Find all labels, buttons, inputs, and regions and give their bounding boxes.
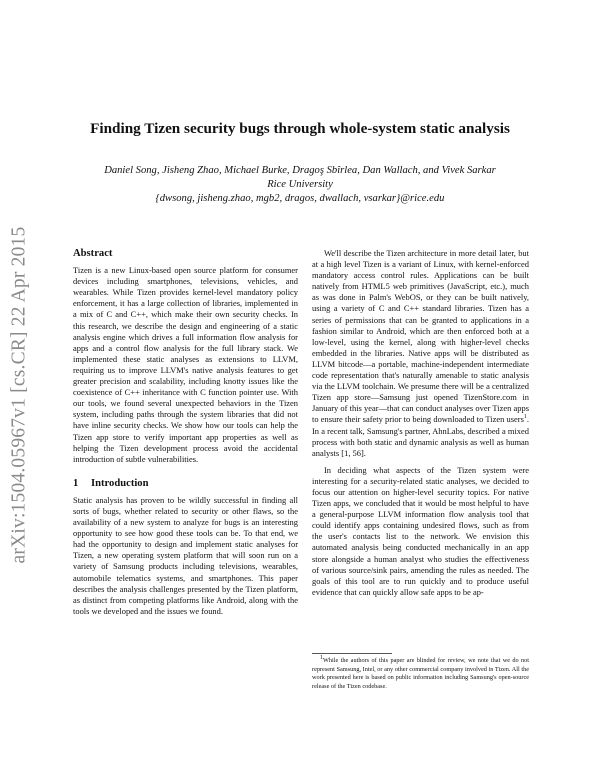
abstract-heading: Abstract bbox=[73, 248, 113, 259]
footnote bbox=[312, 654, 529, 691]
intro-paragraph: Static analysis has proven to be wildly successful in finding all sorts of bugs, whether related to security or other flaws, so the availability of a new system to analyze for bugs is an interesting opportunity to see how good these tools can be. To that end, we had the opportunity to design and implement static analyses for Tizen, a new operating system platform that will soon run on a variety of Samsung products including televisions, wearables, automobile telematics systems, and smartphones. This paper describes the analysis challenges presented by the Tizen platform, as distinct from competing platforms like Android, along with the tools we developed and the issues we found. bbox=[73, 494, 298, 616]
arxiv-stamp-text: arXiv:1504.05967v1 [cs.CR] 22 Apr 2015 bbox=[8, 226, 30, 564]
footnote-ref: 1 bbox=[523, 414, 527, 421]
intro-section-number: 1 bbox=[73, 477, 79, 489]
intro-heading bbox=[73, 478, 298, 489]
right-paragraph-1-cont: . In a recent talk, Samsung's partner, AhnLabs, described a mixed process with both static and dynamic analysis as well as human analysts [1, 56]. bbox=[312, 414, 529, 458]
right-paragraph-1 bbox=[312, 248, 529, 459]
intro-heading-text: Introduction bbox=[91, 477, 149, 489]
paper-title: Finding Tizen security bugs through whole-system static analysis bbox=[90, 120, 510, 137]
footnote-marker: 1 bbox=[320, 654, 323, 661]
right-column bbox=[312, 248, 529, 598]
left-column bbox=[73, 248, 298, 617]
author-names: Daniel Song, Jisheng Zhao, Michael Burke, Dragoş Sbîrlea, Dan Wallach, and Vivek Sarkar bbox=[104, 165, 496, 176]
footnote-rule bbox=[312, 653, 392, 654]
author-affiliation: Rice University bbox=[267, 179, 333, 190]
footnote-text: While the authors of this paper are blinded for review, we note that we do not represent Samsung, Intel, or any other commercial company involved in Tizen. All the work presented here is based on public information including Samsung's open-source release of the Tizen codebase. bbox=[312, 657, 529, 690]
right-paragraph-1-text: We'll describe the Tizen architecture in more detail later, but at a high level Tizen is a variant of Linux, with kernel-enforced mandatory access control rules. Applications can be built natively from HTML5 web primitives (JavaScript, etc.), much as was done in Palm's WebOS, or they can be built natively, using a variety of C and C++ standard libraries. Tizen has a series of permissions that can be granted to applications in a fashion similar to Android, which are then enforced both at a low-level, using the kernel, along with higher-level checks embedded in the libraries. Native apps will be distributed as LLVM bitcode—a portable, machine-independent intermediate code representation that's naturally amenable to static analysis via the LLVM toolchain. We presume there will be a centralized Tizen app store—Samsung just opened TizenStore.com in January of this year—that can conduct analyses over Tizen apps to ensure their safety prior to being downloaded to Tizen users bbox=[312, 248, 529, 425]
author-emails: {dwsong, jisheng.zhao, mgb2, dragos, dwallach, vsarkar}@rice.edu bbox=[155, 193, 445, 204]
abstract-text: Tizen is a new Linux-based open source platform for consumer devices including smartphones, televisions, vehicles, and wearables. While Tizen provides kernel-level mandatory policy enforcement, it has a large collection of libraries, implemented in a mix of C and C++, which make their own security checks. In this research, we describe the design and engineering of a static analysis engine which drives a full information flow analysis for apps and a control flow analysis for the full library stack. We implemented these static analyses as extensions to LLVM, requiring us to improve LLVM's native analysis features to get greater precision and scalability, including knotty issues like the coexistence of C++ inheritance with C function pointer use. With our tools, we found several unexpected behaviors in the Tizen system, including paths through the system libraries that did not have inline security checks. We show how our tools can help the Tizen app store to verify important app properties as well as helping the Tizen development process avoid the accidental introduction of subtle vulnerabilities. bbox=[73, 265, 298, 464]
author-block bbox=[0, 164, 600, 206]
arxiv-stamp bbox=[2, 210, 36, 580]
right-paragraph-2: In deciding what aspects of the Tizen system were interesting for a security-related static analyses, we decided to focus our attention on higher-level security topics. For native Tizen apps, we concluded that it would be most helpful to have a general-purpose LLVM information flow analysis tool that could identify apps containing undesired flows, such as from the user's contacts list to the network. We envision this automated analysis being conducted mechanically in an app store alongside a human analyst who studies the effectiveness of various source/sink pairs, amending the rules as needed. The goals of this tool are to run quickly and to produce useful evidence that can quickly allow safe apps to be ap- bbox=[312, 464, 529, 597]
